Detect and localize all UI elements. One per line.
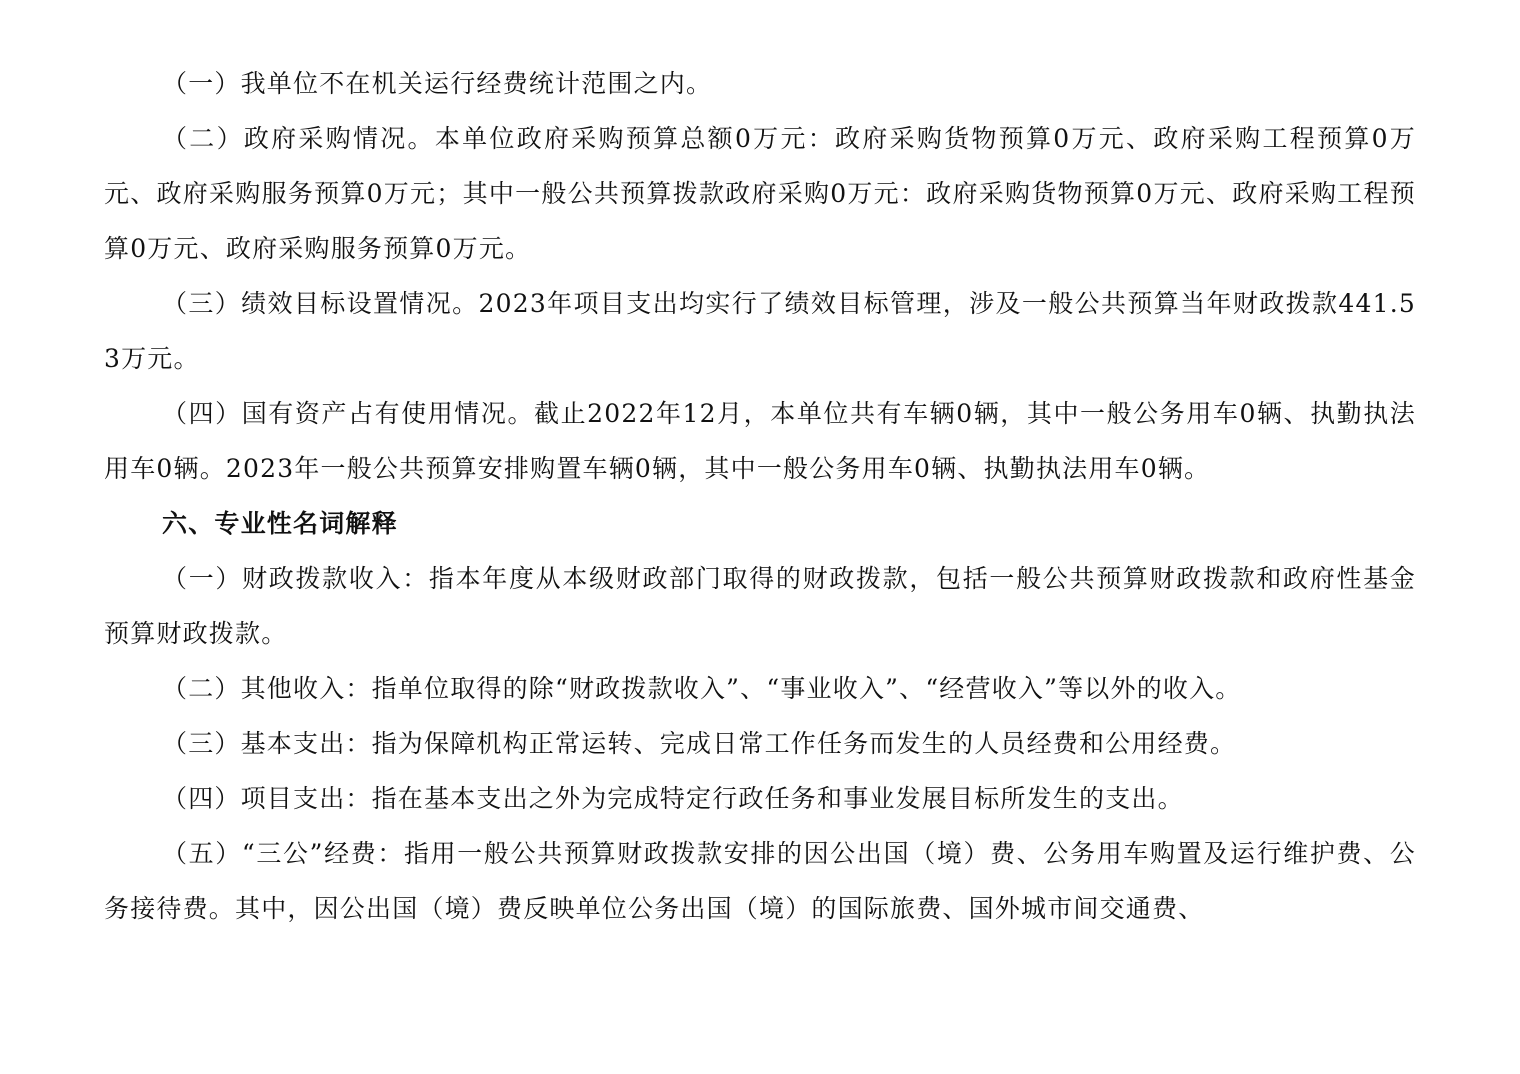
paragraph-government-procurement: （二）政府采购情况。本单位政府采购预算总额0万元：政府采购货物预算0万元、政府采购工程预算0万元、政府采购服务预算0万元；其中一般公共预算拨款政府采购0万元：政府采购货物预算0万元、政府采购工程预算0万元、政府采购服务预算0万元。 <box>104 124 1416 263</box>
paragraph-term-project-expenditure: （四）项目支出：指在基本支出之外为完成特定行政任务和事业发展目标所发生的支出。 <box>162 784 1184 813</box>
paragraph-state-assets: （四）国有资产占有使用情况。截止2022年12月，本单位共有车辆0辆，其中一般公务用车0辆、执勤执法用车0辆。2023年一般公共预算安排购置车辆0辆，其中一般公务用车0辆、执勤执法用车0辆。 <box>104 399 1416 483</box>
paragraph-term-other-income: （二）其他收入：指单位取得的除“财政拨款收入”、“事业收入”、“经营收入”等以外的收入。 <box>162 674 1242 703</box>
paragraph-term-fiscal-income: （一）财政拨款收入：指本年度从本级财政部门取得的财政拨款，包括一般公共预算财政拨款和政府性基金预算财政拨款。 <box>104 564 1416 648</box>
section-heading-terms: 六、专业性名词解释 <box>162 509 398 538</box>
paragraph-term-basic-expenditure: （三）基本支出：指为保障机构正常运转、完成日常工作任务而发生的人员经费和公用经费。 <box>162 729 1237 758</box>
paragraph-no-admin-expenses: （一）我单位不在机关运行经费统计范围之内。 <box>162 69 713 98</box>
paragraph-term-three-public-expenses: （五）“三公”经费：指用一般公共预算财政拨款安排的因公出国（境）费、公务用车购置及运行维护费、公务接待费。其中，因公出国（境）费反映单位公务出国（境）的国际旅费、国外城市间交通费、 <box>104 839 1416 923</box>
paragraph-performance-targets: （三）绩效目标设置情况。2023年项目支出均实行了绩效目标管理，涉及一般公共预算当年财政拨款441.53万元。 <box>104 289 1416 373</box>
